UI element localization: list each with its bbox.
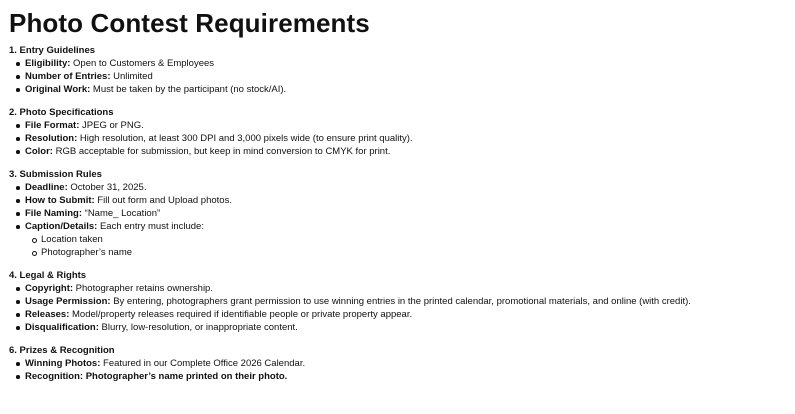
sub-list-item: Location taken — [41, 233, 786, 246]
item-label: Releases: — [25, 309, 70, 320]
list-item — [25, 207, 786, 220]
item-label: Original Work: — [25, 84, 91, 95]
sub-bullet-list — [25, 233, 786, 259]
item-text: Unlimited — [113, 71, 153, 82]
item-text: Must be taken by the participant (no stock/AI). — [92, 84, 287, 95]
list-item — [25, 357, 786, 370]
section-submission-rules — [9, 168, 786, 259]
page-title: Photo Contest Requirements — [9, 8, 370, 38]
item-text: Open to Customers & Employees — [73, 58, 215, 69]
list-item — [25, 194, 786, 207]
item-text: Featured in our Complete Office 2026 Calendar. — [103, 358, 306, 369]
section-legal-rights — [9, 269, 786, 334]
list-item — [25, 282, 786, 295]
item-label: Color: — [25, 146, 53, 157]
list-item — [25, 220, 786, 259]
section-photo-specifications — [9, 106, 786, 158]
item-text: October 31, 2025. — [70, 182, 147, 193]
list-item — [25, 119, 786, 132]
item-label: Deadline: — [25, 182, 68, 193]
section-entry-guidelines — [9, 44, 786, 96]
item-label: Recognition: — [25, 371, 84, 382]
item-text: Blurry, low-resolution, or inappropriate content. — [101, 322, 298, 333]
section-heading: 3. Submission Rules — [9, 169, 102, 180]
sub-list-item: Photographer’s name — [41, 246, 786, 259]
list-item — [25, 295, 786, 308]
item-label: File Naming: — [25, 208, 83, 219]
item-label: Winning Photos: — [25, 358, 101, 369]
item-label: Disqualification: — [25, 322, 99, 333]
item-text: Model/property releases required if identifiable people or private property appear. — [72, 309, 413, 320]
item-text: Fill out form and Upload photos. — [97, 195, 232, 206]
bullet-list — [9, 119, 786, 158]
item-label: Number of Entries: — [25, 71, 111, 82]
list-item — [25, 132, 786, 145]
bullet-list — [9, 282, 786, 334]
item-text: Photographer retains ownership. — [75, 283, 213, 294]
item-text: Photographer’s name printed on their photo. — [85, 371, 288, 382]
list-item — [25, 83, 786, 96]
item-text: “Name_ Location” — [84, 208, 161, 219]
list-item — [25, 70, 786, 83]
section-heading: 4. Legal & Rights — [9, 270, 87, 281]
bullet-list — [9, 57, 786, 96]
item-text: High resolution, at least 300 DPI and 3,000 pixels wide (to ensure print quality). — [79, 133, 413, 144]
item-label: How to Submit: — [25, 195, 95, 206]
bullet-list — [9, 181, 786, 259]
item-label: Eligibility: — [25, 58, 71, 69]
item-text: JPEG or PNG. — [82, 120, 144, 131]
item-text: By entering, photographers grant permission to use winning entries in the printed calendar, promotional materials, and online (with credit). — [113, 296, 691, 307]
list-item — [25, 145, 786, 158]
item-label: Copyright: — [25, 283, 74, 294]
section-heading: 6. Prizes & Recognition — [9, 345, 115, 356]
item-label: Usage Permission: — [25, 296, 111, 307]
item-label: Caption/Details: — [25, 221, 98, 232]
item-text: Each entry must include: — [99, 221, 204, 232]
list-item — [25, 57, 786, 70]
list-item — [25, 181, 786, 194]
list-item — [25, 370, 786, 383]
item-text: RGB acceptable for submission, but keep in mind conversion to CMYK for print. — [55, 146, 391, 157]
bullet-list — [9, 357, 786, 383]
section-heading: 2. Photo Specifications — [9, 107, 114, 118]
list-item — [25, 321, 786, 334]
section-prizes-recognition — [9, 344, 786, 383]
item-label: File Format: — [25, 120, 80, 131]
section-heading: 1. Entry Guidelines — [9, 45, 96, 56]
list-item — [25, 308, 786, 321]
item-label: Resolution: — [25, 133, 78, 144]
